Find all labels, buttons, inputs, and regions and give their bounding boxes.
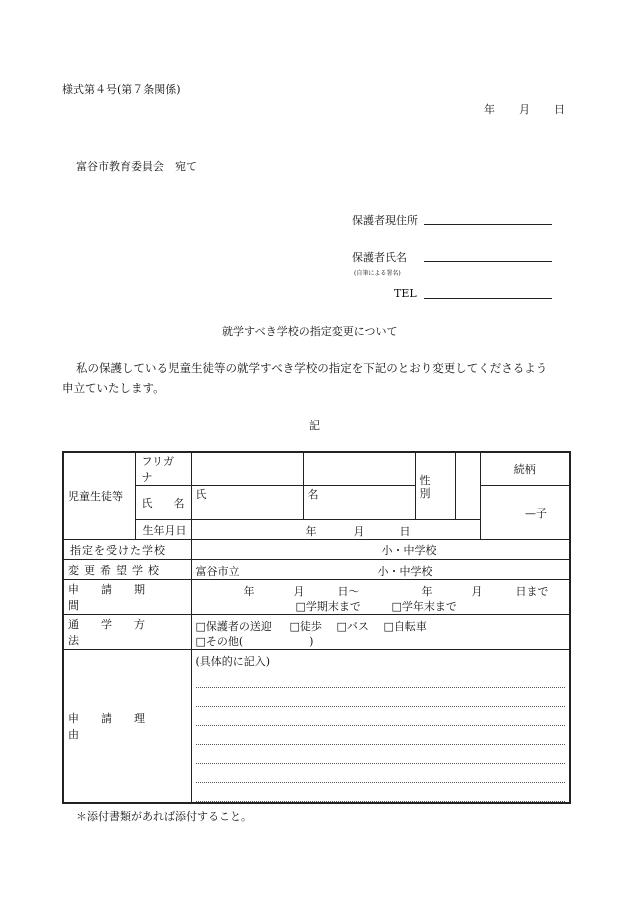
reason-line[interactable] — [196, 669, 566, 688]
relation-field[interactable]: —子 — [480, 486, 570, 540]
guardian-name-label: 保護者氏名 — [352, 251, 407, 264]
period-option-year-end: □学年末まで — [391, 600, 457, 613]
commute-label: 通学方法 — [63, 615, 191, 650]
reason-line[interactable] — [196, 707, 566, 726]
designated-school-label: 指定を受けた学校 — [63, 540, 191, 560]
change-school-label: 変更希望学校 — [63, 560, 191, 580]
name-label: 氏 名 — [135, 486, 191, 520]
commute-option-bus: □バス — [336, 620, 369, 633]
sex-label: 性 別 — [415, 452, 455, 520]
reason-line[interactable] — [196, 688, 566, 707]
birthdate-field[interactable]: 年 月 日 — [191, 520, 480, 540]
date-month: 月 — [519, 103, 530, 116]
date-day: 日 — [554, 103, 565, 116]
guardian-address-line[interactable] — [424, 224, 552, 225]
designated-school-field[interactable]: 小・中学校 — [191, 540, 570, 560]
birthdate-label: 生年月日 — [135, 520, 191, 540]
sex-field[interactable] — [455, 452, 480, 520]
date-year: 年 — [484, 103, 495, 116]
period-field[interactable]: 年 月 日〜 年 月 日まで □学期末まで □学年末まで — [191, 580, 570, 615]
student-label: 児童生徒等 — [63, 452, 135, 540]
document-title: 就学すべき学校の指定変更について — [222, 325, 398, 338]
commute-option-bicycle: □自転車 — [383, 620, 427, 633]
reason-label: 申請理由 — [63, 650, 191, 804]
footnote: ＊添付書類があれば添付すること。 — [76, 810, 252, 823]
reason-line[interactable] — [196, 745, 566, 764]
signature-note: (自筆による署名) — [354, 270, 401, 277]
addressee: 富谷市教育委員会 宛て — [76, 160, 197, 173]
tel-label: TEL — [394, 287, 417, 300]
guardian-name-line[interactable] — [424, 261, 552, 262]
period-label: 申請期間 — [63, 580, 191, 615]
body-text-line1: 私の保護している児童生徒等の就学すべき学校の指定を下記のとおり変更してくださるよう — [76, 361, 548, 375]
commute-field[interactable] — [191, 615, 570, 650]
reason-line[interactable] — [196, 726, 566, 745]
commute-option-other: □その他( ) — [195, 635, 314, 648]
name-mei-field[interactable]: 名 — [303, 486, 415, 520]
form-number: 様式第４号(第７条関係) — [62, 83, 181, 96]
reason-line[interactable] — [196, 783, 566, 802]
reason-hint: (具体的に記入) — [195, 655, 271, 668]
commute-option-walk: □徒歩 — [289, 620, 322, 633]
furigana-label: フリガナ — [135, 452, 191, 486]
relation-label: 続柄 — [480, 452, 570, 486]
reason-field[interactable] — [191, 650, 570, 804]
application-table — [62, 451, 571, 804]
ki-heading: 記 — [309, 419, 320, 432]
period-option-term-end: □学期末まで — [295, 600, 361, 613]
change-school-field[interactable]: 富谷市立 小・中学校 — [191, 560, 570, 580]
reason-line[interactable] — [196, 764, 566, 783]
tel-line[interactable] — [424, 298, 552, 299]
furigana-mei-field[interactable] — [303, 452, 415, 486]
name-shi-field[interactable]: 氏 — [191, 486, 303, 520]
commute-option-escort: □保護者の送迎 — [195, 620, 272, 633]
body-text-line2: 申立ていたします。 — [62, 381, 165, 395]
furigana-shi-field[interactable] — [191, 452, 303, 486]
guardian-address-label: 保護者現住所 — [352, 214, 418, 227]
